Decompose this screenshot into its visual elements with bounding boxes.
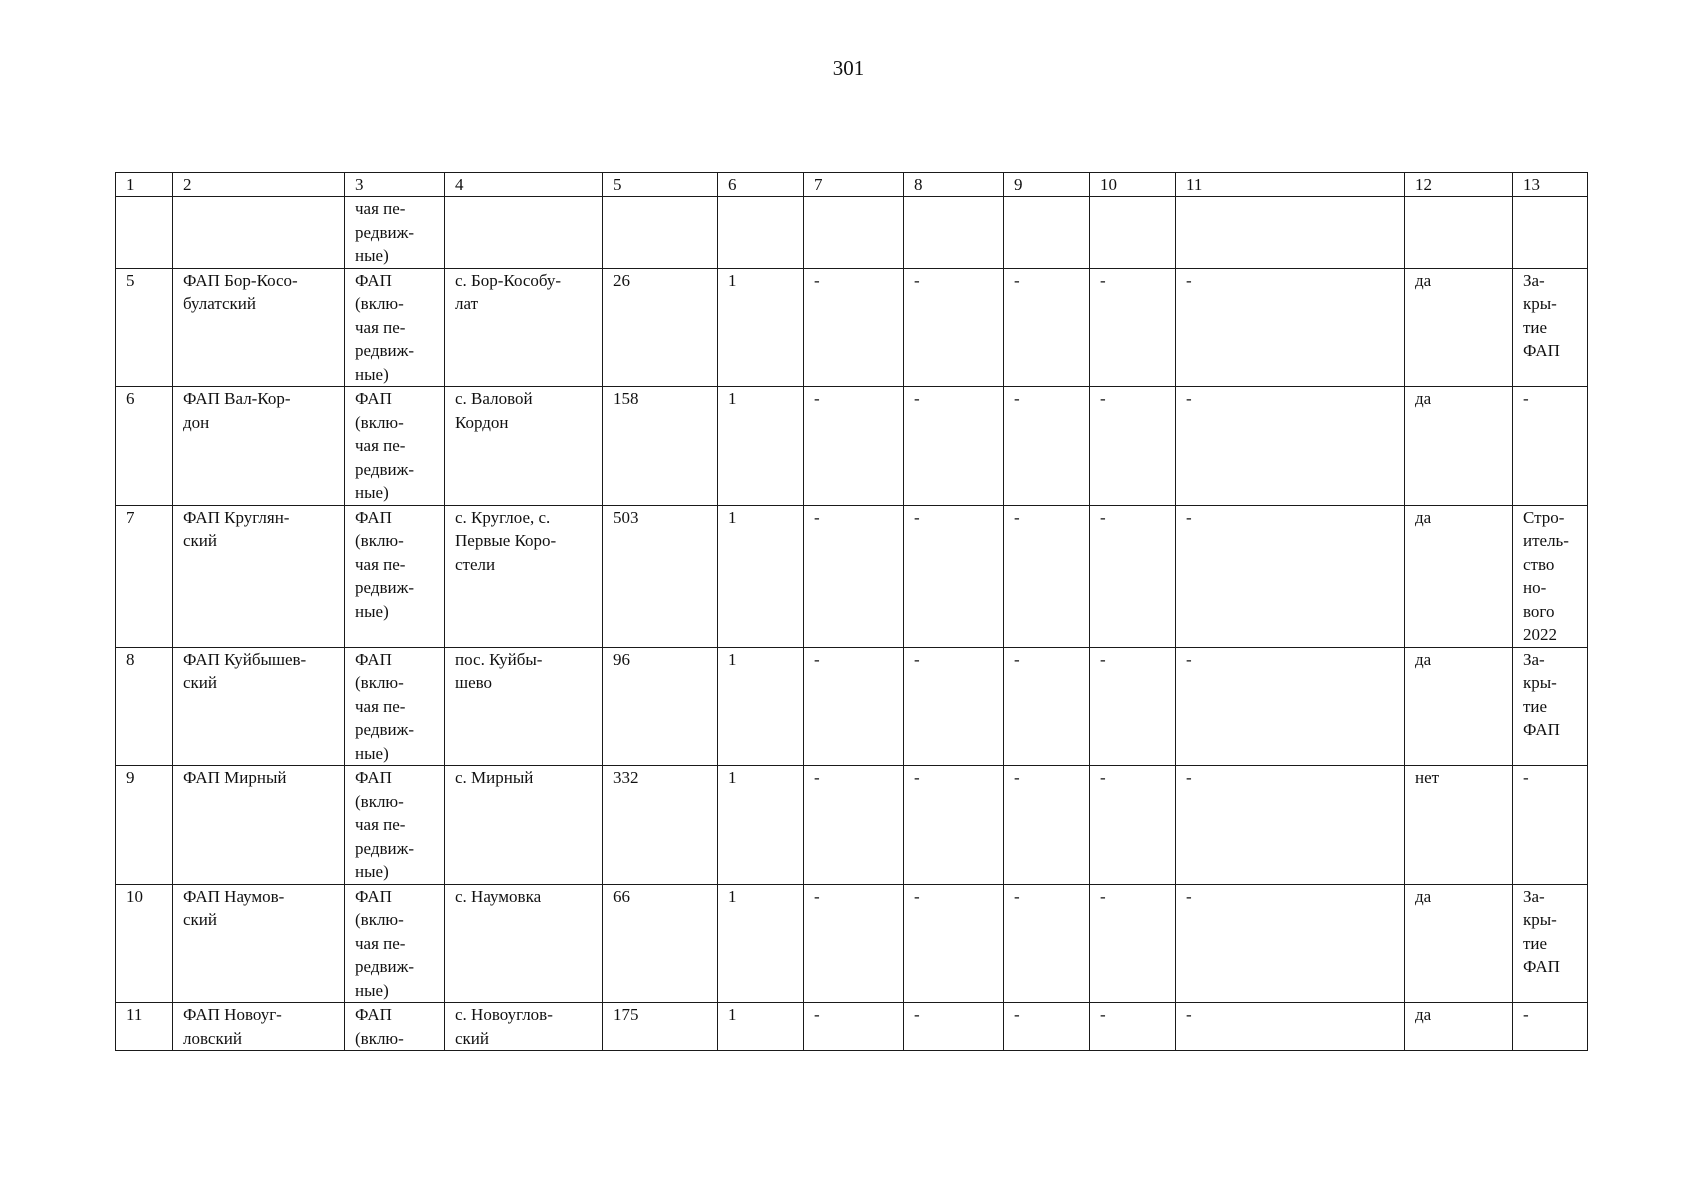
table-cell: -	[904, 387, 1004, 506]
table-row	[116, 387, 1588, 506]
table-cell: -	[1176, 387, 1405, 506]
table-cell: 503	[603, 505, 718, 647]
table-cell: -	[1090, 268, 1176, 387]
table-cell: -	[804, 505, 904, 647]
table-cell: да	[1405, 505, 1513, 647]
table-cell	[718, 197, 804, 269]
table-cell: -	[804, 647, 904, 766]
table-cell: 7	[116, 505, 173, 647]
table-cell: ФАП (вклю- чая пе- редвиж- ные)	[345, 505, 445, 647]
facility-table	[115, 172, 1588, 1051]
column-number-cell: 8	[904, 173, 1004, 197]
table-cell: 66	[603, 884, 718, 1003]
table-cell: с. Мирный	[445, 766, 603, 885]
table-cell: -	[904, 766, 1004, 885]
table-cell: 175	[603, 1003, 718, 1051]
table-cell: 6	[116, 387, 173, 506]
table-cell: с. Наумовка	[445, 884, 603, 1003]
table-cell: -	[1513, 766, 1588, 885]
table-cell: -	[1176, 505, 1405, 647]
table-cell: Стро- итель- ство но- вого 2022	[1513, 505, 1588, 647]
table-cell: да	[1405, 884, 1513, 1003]
table-cell: ФАП (вклю- чая пе- редвиж- ные)	[345, 884, 445, 1003]
table-cell: -	[1004, 505, 1090, 647]
column-number-cell: 9	[1004, 173, 1090, 197]
table-cell: 1	[718, 387, 804, 506]
table-cell: -	[804, 387, 904, 506]
table-row	[116, 766, 1588, 885]
table-cell: 1	[718, 766, 804, 885]
column-number-cell: 5	[603, 173, 718, 197]
table-cell: -	[1004, 884, 1090, 1003]
table-cell: -	[1004, 647, 1090, 766]
table-row	[116, 505, 1588, 647]
column-number-cell: 10	[1090, 173, 1176, 197]
table-cell: -	[1004, 766, 1090, 885]
table-cell: За- кры- тие ФАП	[1513, 884, 1588, 1003]
table-cell: ФАП Бор-Косо- булатский	[173, 268, 345, 387]
table-cell: -	[904, 268, 1004, 387]
table-cell	[173, 197, 345, 269]
table-row	[116, 1003, 1588, 1051]
table-cell: ФАП (вклю- чая пе- редвиж- ные)	[345, 387, 445, 506]
table-cell: 9	[116, 766, 173, 885]
page-number: 301	[832, 56, 865, 80]
table-cell: -	[1090, 884, 1176, 1003]
column-number-cell: 2	[173, 173, 345, 197]
table-row	[116, 884, 1588, 1003]
table-cell: да	[1405, 268, 1513, 387]
column-number-cell: 7	[804, 173, 904, 197]
table-cell: с. Круглое, с. Первые Коро- стели	[445, 505, 603, 647]
table-cell: -	[1090, 505, 1176, 647]
table-cell: ФАП Новоуг- ловский	[173, 1003, 345, 1051]
table-cell: 26	[603, 268, 718, 387]
table-cell: -	[804, 884, 904, 1003]
table-cell: да	[1405, 647, 1513, 766]
table-cell: -	[1004, 1003, 1090, 1051]
table-cell: За- кры- тие ФАП	[1513, 268, 1588, 387]
table-cell: -	[1004, 268, 1090, 387]
column-number-cell: 13	[1513, 173, 1588, 197]
table-cell: пос. Куйбы- шево	[445, 647, 603, 766]
table-cell: ФАП Наумов- ский	[173, 884, 345, 1003]
table-cell: ФАП Круглян- ский	[173, 505, 345, 647]
table-cell	[1090, 197, 1176, 269]
table-cell: с. Бор-Кособу- лат	[445, 268, 603, 387]
table-cell: -	[804, 1003, 904, 1051]
table-cell	[1513, 197, 1588, 269]
table-cell: -	[1176, 647, 1405, 766]
table-row	[116, 268, 1588, 387]
table-cell: -	[1176, 268, 1405, 387]
table-cell: -	[1090, 387, 1176, 506]
table-cell: нет	[1405, 766, 1513, 885]
table-cell: -	[904, 1003, 1004, 1051]
table-cell: -	[1090, 647, 1176, 766]
table-cell: -	[804, 268, 904, 387]
table-cell: ФАП (вклю- чая пе- редвиж- ные)	[345, 766, 445, 885]
table-cell: 8	[116, 647, 173, 766]
table-cell: -	[1513, 1003, 1588, 1051]
table-cell	[904, 197, 1004, 269]
table-cell: 1	[718, 505, 804, 647]
column-number-cell: 12	[1405, 173, 1513, 197]
table-cell: 1	[718, 647, 804, 766]
table-cell: -	[1176, 766, 1405, 885]
table-cell: За- кры- тие ФАП	[1513, 647, 1588, 766]
table-cell: чая пе- редвиж- ные)	[345, 197, 445, 269]
column-number-cell: 11	[1176, 173, 1405, 197]
table-cell: ФАП (вклю- чая пе- редвиж- ные)	[345, 268, 445, 387]
table-cell	[1176, 197, 1405, 269]
column-number-cell: 6	[718, 173, 804, 197]
table-cell: -	[1090, 1003, 1176, 1051]
table-cell: ФАП Куйбышев- ский	[173, 647, 345, 766]
table-cell	[1405, 197, 1513, 269]
table-cell	[804, 197, 904, 269]
table-cell: -	[1176, 884, 1405, 1003]
table-cell	[1004, 197, 1090, 269]
table-cell: 11	[116, 1003, 173, 1051]
table-cell: -	[804, 766, 904, 885]
table-cell: 1	[718, 268, 804, 387]
table-cell	[603, 197, 718, 269]
column-number-cell: 3	[345, 173, 445, 197]
table-cell: -	[904, 647, 1004, 766]
table-cell	[116, 197, 173, 269]
table-cell: ФАП (вклю- чая пе- редвиж- ные)	[345, 647, 445, 766]
table-cell: 1	[718, 884, 804, 1003]
table-cell: 10	[116, 884, 173, 1003]
table-cell: да	[1405, 387, 1513, 506]
table-cell: 5	[116, 268, 173, 387]
table-cell: ФАП Вал-Кор- дон	[173, 387, 345, 506]
table-cell: -	[1176, 1003, 1405, 1051]
table-cell: 96	[603, 647, 718, 766]
table-cell: -	[904, 505, 1004, 647]
table-cell: ФАП (вклю-	[345, 1003, 445, 1051]
table-cell: -	[904, 884, 1004, 1003]
table-cell: ФАП Мирный	[173, 766, 345, 885]
table-cell: -	[1004, 387, 1090, 506]
table-cell: -	[1513, 387, 1588, 506]
table-cell: с. Новоуглов- ский	[445, 1003, 603, 1051]
column-number-row	[116, 173, 1588, 197]
table-cell: 158	[603, 387, 718, 506]
table-cell	[445, 197, 603, 269]
table-row	[116, 197, 1588, 269]
table-cell: 1	[718, 1003, 804, 1051]
column-number-cell: 4	[445, 173, 603, 197]
table-cell: 332	[603, 766, 718, 885]
table-row	[116, 647, 1588, 766]
table-cell: да	[1405, 1003, 1513, 1051]
table-cell: с. Валовой Кордон	[445, 387, 603, 506]
table-cell: -	[1090, 766, 1176, 885]
column-number-cell: 1	[116, 173, 173, 197]
